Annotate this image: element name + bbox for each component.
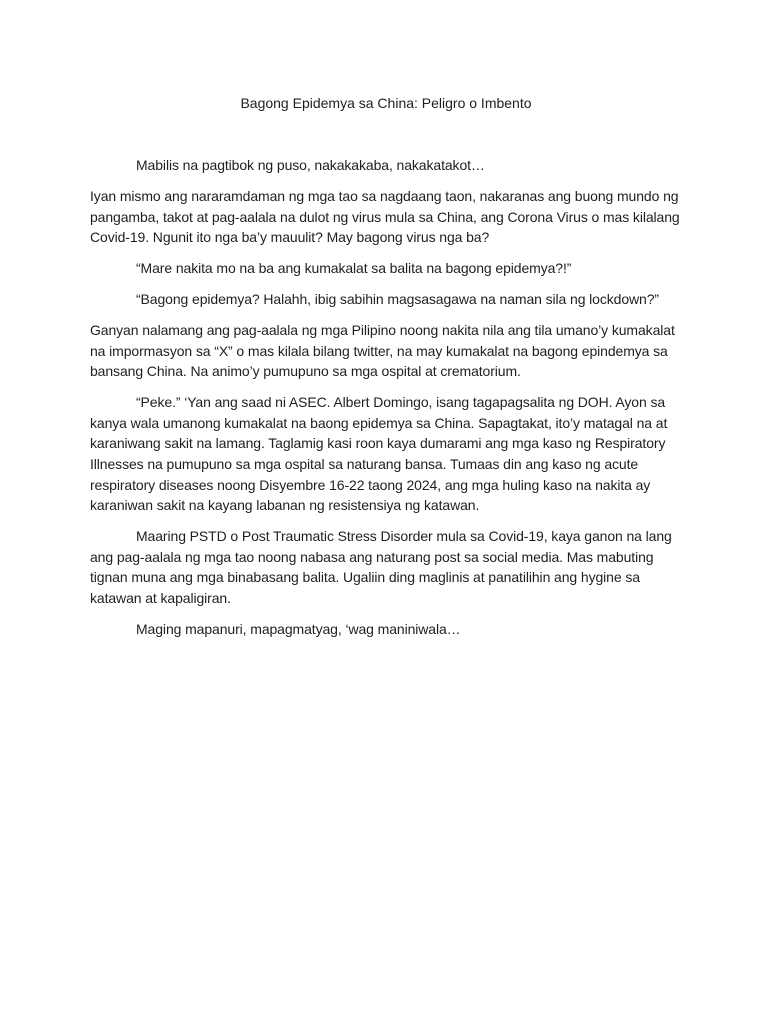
document-body [90,155,682,650]
paragraph-doh-statement: “Peke.” ‘Yan ang saad ni ASEC. Albert Domingo, isang tagapagsalita ng DOH. Ayon sa kanya wala umanong kumakalat na baong epidemya sa China. Sapagtakat, ito’y matagal na at karaniwang sakit na lamang. Taglamig kasi roon kaya dumarami ang mga kaso ng Respiratory Illnesses na pumupuno sa mga ospital sa naturang bansa. Tumaas din ang kaso ng acute respiratory diseases noong Disyembre 16-22 taong 2024, ang mga huling kaso na nakita ay karaniwan sakit na kayang labanan ng resistensiya ng katawan. [90,394,668,514]
paragraph-quote-reply: “Bagong epidemya? Halahh, ibig sabihin magsasagawa na naman sila ng lockdown?” [136,291,659,308]
paragraph-quote-question: “Mare nakita mo na ba ang kumakalat sa balita na bagong epidemya?!” [136,260,572,277]
paragraph-opening: Mabilis na pagtibok ng puso, nakakakaba, nakakatakot… [136,157,485,173]
paragraph-advice: Maaring PSTD o Post Traumatic Stress Disorder mula sa Covid-19, kaya ganon na lang ang pag-aalala ng mga tao noong nabasa ang naturang post sa social media. Mas mabuting tignan muna ang mga binabasang balita. Ugaliin ding maglinis at panatilihin ang hygine sa katawan at kapaligiran. [90,528,672,607]
paragraph-closing: Maging mapanuri, mapagmatyag, ‘wag maniniwala… [136,621,461,638]
document-title: Bagong Epidemya sa China: Peligro o Imbento [240,95,532,111]
paragraph-public-reaction: Ganyan nalamang ang pag-aalala ng mga Pilipino noong nakita nila ang tila umano’y kumakalat na impormasyon sa “X” o mas kilala bilang twitter, na may kumakalat na bagong epindemya sa bansang China. Na animo’y pumupuno sa mga ospital at crematorium. [90,322,675,380]
paragraph-context: Iyan mismo ang nararamdaman ng mga tao sa nagdaang taon, nakaranas ang buong mundo ng pangamba, takot at pag-aalala na dulot ng virus mula sa China, ang Corona Virus o mas kilalang Covid-19. Ngunit ito nga ba’y mauulit? May bagong virus nga ba? [90,187,680,246]
